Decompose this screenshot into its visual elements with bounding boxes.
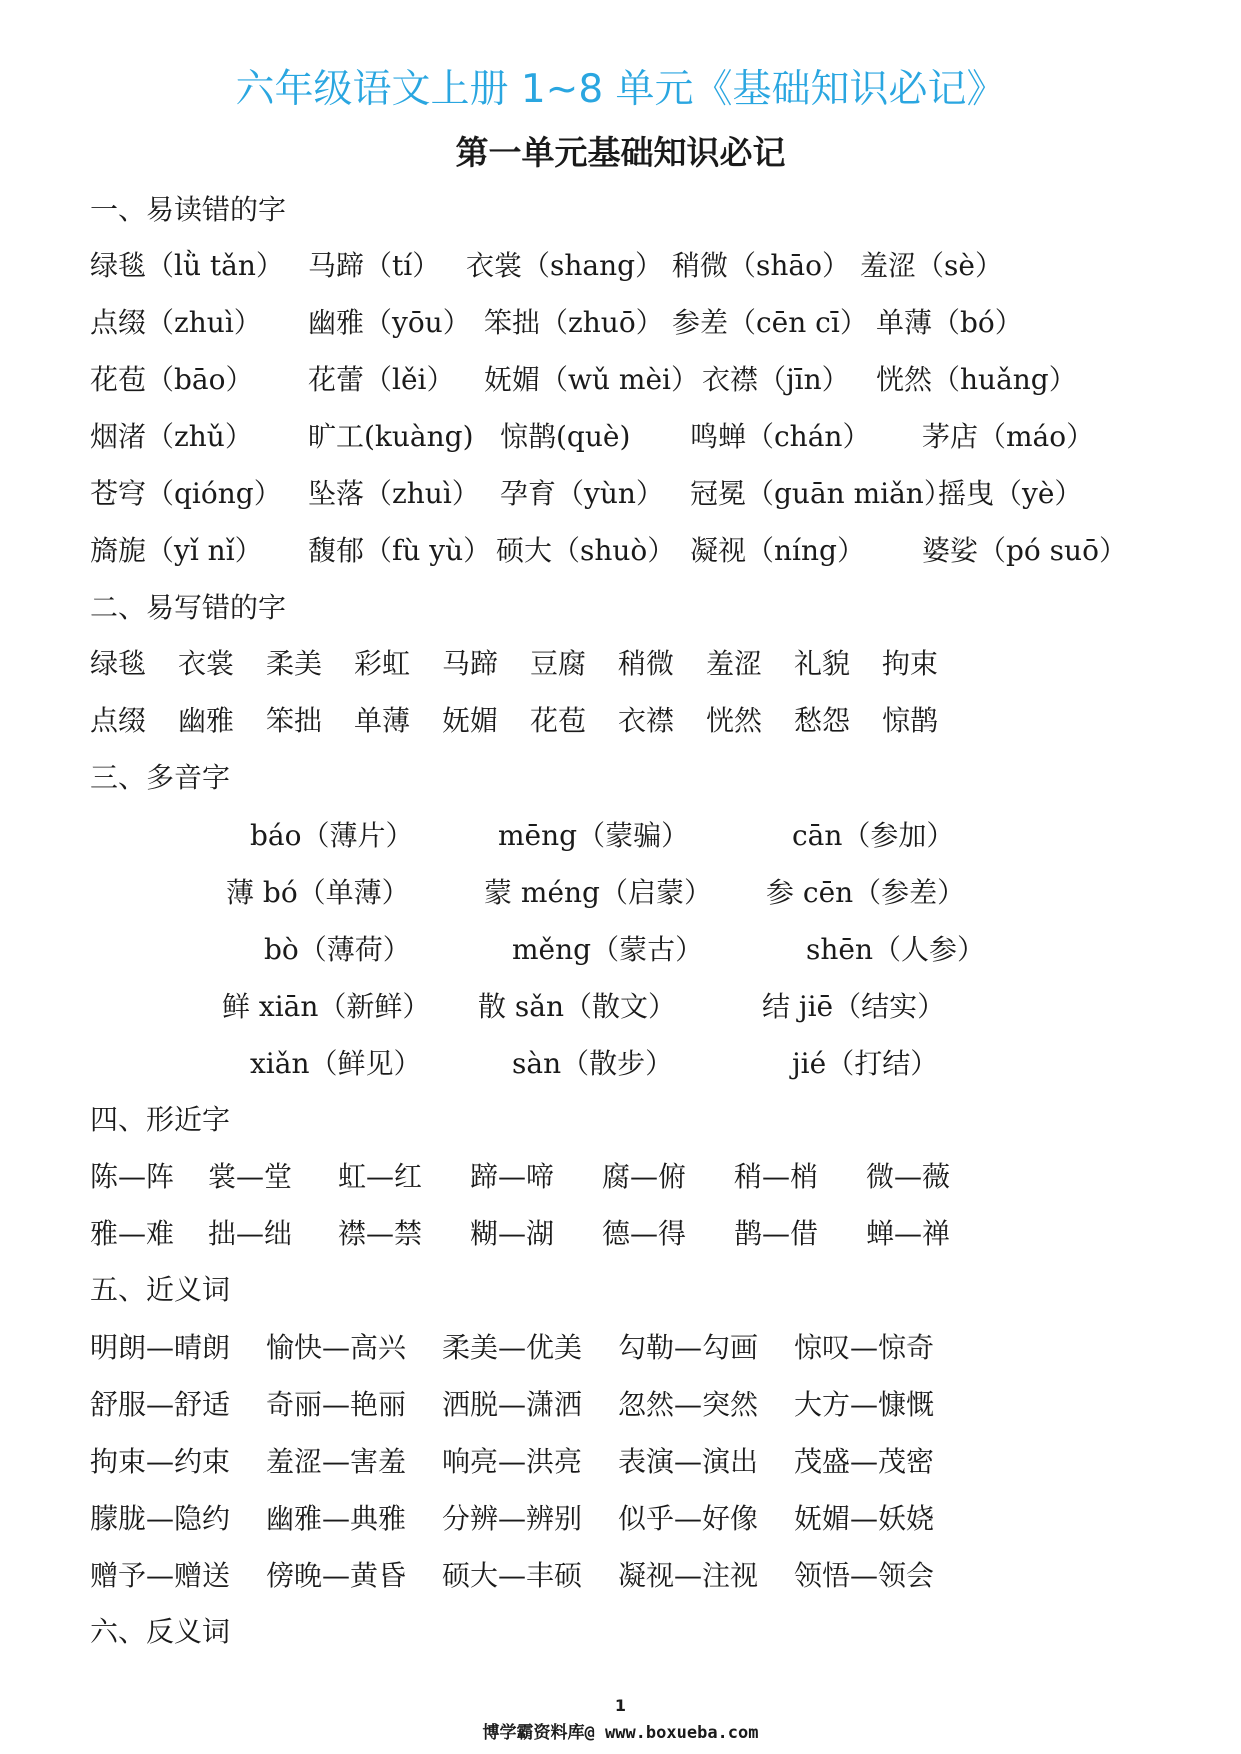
list-item: 绿毯（lǜ tǎn） [90,249,284,282]
list-item: 衣襟 [618,704,675,737]
list-item: 凝视（níng） [690,534,865,567]
list-item: 旷工(kuàng) [308,420,474,453]
list-item: 赠予—赠送 [90,1559,231,1592]
list-item: jié（打结） [792,1047,939,1080]
list-item: 大方—慷慨 [794,1388,935,1421]
list-item: 朦胧—隐约 [90,1502,231,1535]
list-item: 绿毯 [90,647,147,680]
list-item: 结 jiē（结实） [762,990,946,1023]
list-item: 馥郁（fù yù） [308,534,492,567]
list-item: mēng（蒙骗） [498,819,690,852]
list-item: 羞涩 [706,647,763,680]
list-item: 鸣蝉（chán） [690,420,871,453]
list-item: 蹄—啼 [470,1160,555,1193]
list-item: 稍微 [618,647,675,680]
list-item: 硕大—丰硕 [442,1559,583,1592]
list-item: xiǎn（鲜见） [250,1047,422,1080]
list-item: 烟渚（zhǔ） [90,420,253,453]
list-item: 表演—演出 [618,1445,759,1478]
list-item: 襟—禁 [338,1217,423,1250]
list-item: 惊鹊 [882,704,939,737]
list-item: 花苞（bāo） [90,363,254,396]
list-item: 柔美 [266,647,323,680]
list-item: 花蕾（lěi） [308,363,455,396]
list-item: 忽然—突然 [618,1388,759,1421]
list-item: 愁怨 [794,704,851,737]
list-item: 衣襟（jīn） [702,363,850,396]
list-item: 马蹄（tí） [308,249,441,282]
list-item: 响亮—洪亮 [442,1445,583,1478]
list-item: 腐—俯 [602,1160,687,1193]
section-heading-misread: 一、易读错的字 [90,193,287,226]
list-item: 散 sǎn（散文） [478,990,676,1023]
section-heading-miswritten: 二、易写错的字 [90,591,287,624]
list-item: 衣裳 [178,647,235,680]
list-item: 旖旎（yǐ nǐ） [90,534,263,567]
document-title: 六年级语文上册 1~8 单元《基础知识必记》 [235,67,1006,112]
list-item: 幽雅—典雅 [266,1502,407,1535]
list-item: 硕大（shuò） [496,534,676,567]
list-item: 坠落（zhuì） [308,477,480,510]
list-item: 妩媚—妖娆 [794,1502,935,1535]
list-item: 摇曳（yè） [938,477,1083,510]
section-heading-antonyms: 六、反义词 [90,1615,231,1648]
list-item: 羞涩—害羞 [266,1445,407,1478]
list-item: 恍然 [706,704,763,737]
list-item: 柔美—优美 [442,1331,583,1364]
list-item: 虹—红 [338,1160,423,1193]
list-item: 参差（cēn cī） [672,306,868,339]
list-item: 糊—湖 [470,1217,555,1250]
list-item: 似乎—好像 [618,1502,759,1535]
list-item: 羞涩（sè） [860,249,1003,282]
list-item: bò（薄荷） [264,933,411,966]
list-item: báo（薄片） [250,819,414,852]
list-item: 豆腐 [530,647,587,680]
list-item: 冠冕（guān miǎn） [690,477,952,510]
list-item: 鹊—借 [734,1217,819,1250]
list-item: 裳—堂 [208,1160,293,1193]
list-item: 婆娑（pó suō） [922,534,1127,567]
list-item: 洒脱—潇洒 [442,1388,583,1421]
list-item: měng（蒙古） [512,933,704,966]
list-item: 稍微（shāo） [672,249,850,282]
list-item: 参 cēn（参差） [766,876,966,909]
list-item: 蒙 méng（启蒙） [484,876,712,909]
list-item: 惊叹—惊奇 [794,1331,935,1364]
list-item: 单薄（bó） [876,306,1023,339]
list-item: 恍然（huǎng） [876,363,1077,396]
list-item: 蝉—禅 [866,1217,951,1250]
list-item: sàn（散步） [512,1047,674,1080]
list-item: 礼貌 [794,647,851,680]
list-item: 德—得 [602,1217,687,1250]
list-item: 傍晚—黄昏 [266,1559,407,1592]
section-heading-polyphones: 三、多音字 [90,761,231,794]
list-item: 单薄 [354,704,411,737]
list-item: 茂盛—茂密 [794,1445,935,1478]
list-item: 幽雅 [178,704,235,737]
list-item: 妩媚（wǔ mèi） [484,363,699,396]
list-item: 衣裳（shang） [466,249,664,282]
section-heading-similar-chars: 四、形近字 [90,1103,231,1136]
list-item: 微—薇 [866,1160,951,1193]
list-item: 凝视—注视 [618,1559,759,1592]
list-item: 陈—阵 [90,1160,175,1193]
list-item: 点缀（zhuì） [90,306,262,339]
list-item: 鲜 xiān（新鲜） [222,990,431,1023]
list-item: 愉快—高兴 [266,1331,407,1364]
list-item: shēn（人参） [806,933,986,966]
list-item: 拙—绌 [208,1217,293,1250]
list-item: 幽雅（yōu） [308,306,471,339]
list-item: 明朗—晴朗 [90,1331,231,1364]
list-item: 薄 bó（单薄） [226,876,410,909]
list-item: 妩媚 [442,704,499,737]
page-number: 1 [614,1696,627,1715]
list-item: 苍穹（qióng） [90,477,282,510]
list-item: cān（参加） [792,819,955,852]
list-item: 拘束—约束 [90,1445,231,1478]
list-item: 奇丽—艳丽 [266,1388,407,1421]
site-credit: 博学霸资料库@ www.boxueba.com [482,1723,759,1743]
unit-title: 第一单元基础知识必记 [455,133,786,172]
list-item: 孕育（yùn） [500,477,664,510]
list-item: 勾勒—勾画 [618,1331,759,1364]
list-item: 舒服—舒适 [90,1388,231,1421]
list-item: 马蹄 [442,647,499,680]
list-item: 彩虹 [354,647,411,680]
list-item: 点缀 [90,704,147,737]
list-item: 雅—难 [90,1217,175,1250]
list-item: 稍—梢 [734,1160,819,1193]
list-item: 笨拙 [266,704,323,737]
list-item: 拘束 [882,647,939,680]
list-item: 花苞 [530,704,587,737]
list-item: 分辨—辨别 [442,1502,583,1535]
list-item: 笨拙（zhuō） [484,306,664,339]
list-item: 惊鹊(què) [500,420,631,453]
section-heading-synonyms: 五、近义词 [90,1273,231,1306]
list-item: 茅店（máo） [922,420,1095,453]
list-item: 领悟—领会 [794,1559,935,1592]
